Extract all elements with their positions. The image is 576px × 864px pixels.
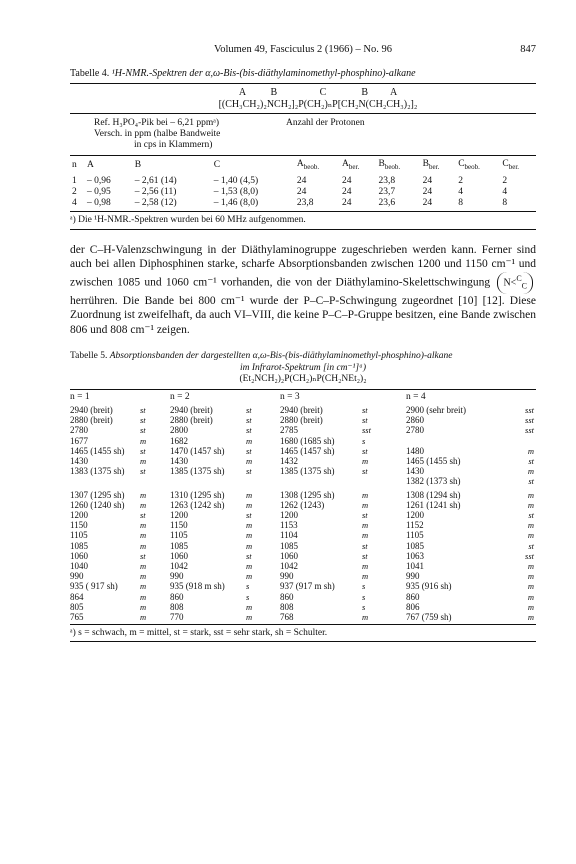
intensity-cell: m [140,571,147,582]
wavenumber-cell: 2860 [406,415,424,426]
table-cell: 4 [458,186,463,197]
table-cell: 4 [72,197,77,208]
intensity-cell: m [140,591,147,602]
intensity-cell: sst [525,550,534,561]
intensity-cell [362,476,406,486]
intensity-cell: m [246,435,253,446]
wavenumber-cell: 2800 [170,425,188,436]
wavenumber-cell: 1060 [170,550,188,561]
intensity-cell: m [140,455,147,466]
body-text-2: herrühren. Die Bande bei 800 cm⁻¹ wurde der P–C–P-Schwingung zugeordnet [10] [12]. Diese Zuordnung ist zweifelhaft, da auch VI–VIII, die keine P–C–P-Gruppe besitzen, eine Bande zwischen 806 und 808 cm⁻¹ zeigen. [70,294,536,336]
table-cell: 24 [422,186,433,197]
table-cell: 24 [422,175,433,186]
table4-end-rule [70,229,536,230]
intensity-cell: s [362,591,366,602]
intensity-cell: m [140,560,147,571]
intensity-cell: m [140,540,147,551]
intensity-cell: st [528,476,534,487]
table4-header-cell: $C_{beob.}$ [458,159,480,171]
table4-bottom-rule [70,211,536,212]
intensity-cell: m [140,499,147,510]
wavenumber-cell: 864 [70,591,84,602]
table5-column-headers [70,390,536,405]
wavenumber-cell: 1308 (1295 sh) [280,489,335,500]
body-text-1: der C–H-Valenzschwingung in der Diäthylaminogruppe zugeschrieben werden kann. Ferner sind auch bei allen Diphosphinen starke, scharfe Absorptionsbanden zwischen 1200 und 1150 cm⁻¹ und zwischen 1085 und 1060 cm⁻¹ vorhanden, die von der Diäthylamino-Skelettschwingung [70,243,536,289]
intensity-cell: m [362,489,369,500]
table5-subtitle: im Infrarot-Spektrum [in cm⁻¹]ᵃ) [239,362,367,373]
wavenumber-cell: 2785 [280,425,298,436]
intensity-cell [246,476,280,486]
intensity-cell: m [246,601,253,612]
table-cell: 4 [502,186,508,197]
intensity-cell: m [140,611,147,622]
table-cell: – 2,61 (14) [134,175,177,186]
table-cell: – 2,58 (12) [134,197,177,208]
intensity-cell: st [362,415,368,426]
wavenumber-cell: 1430 [170,455,188,466]
intensity-cell: m [527,445,534,456]
intensity-cell: m [140,435,147,446]
wavenumber-cell: 806 [406,601,420,612]
wavenumber-cell: 1260 (1240 sh) [70,499,125,510]
wavenumber-cell: 1430 [406,466,424,477]
table4-formula-rule [70,113,536,114]
wavenumber-cell: 1430 [70,455,88,466]
intensity-cell: m [140,520,147,531]
intensity-cell: st [246,550,252,561]
intensity-cell: m [362,611,369,622]
table5-caption [70,351,536,386]
table-cell: – 1,53 (8,0) [213,186,259,197]
table5-bottom-rule [70,624,536,625]
wavenumber-cell: 935 (916 sh) [406,581,452,592]
intensity-cell: st [246,466,252,477]
wavenumber-cell: 1432 [280,455,298,466]
table4-header-cell: C [213,160,221,171]
wavenumber-cell: 1085 [70,540,88,551]
table5-header-cell: n = 3 [280,391,300,402]
wavenumber-cell: 2900 (sehr breit) [406,404,466,415]
table-row [70,198,536,209]
table-row [70,176,536,187]
wavenumber-cell: 2880 (breit) [170,415,213,426]
table-cell: 8 [502,197,508,208]
table4-formula-structure: [(CH₃CH₂)₂NCH₂]₂P(CH₂)ₙP[CH₂N(CH₂CH₃)₂]₂ [218,99,418,110]
table-row [70,187,536,198]
table4-header-cell: B [134,160,142,171]
table4-protons-header: Anzahl der Protonen [286,118,365,128]
intensity-cell: m [527,466,534,477]
table4-formula [70,87,536,111]
wavenumber-cell: 2880 (breit) [280,415,323,426]
wavenumber-cell: 860 [406,591,420,602]
table-row [70,561,536,571]
table-cell: – 1,40 (4,5) [213,175,259,186]
intensity-cell: m [362,455,369,466]
table-cell: 2 [72,186,77,197]
table-cell: – 1,46 (8,0) [213,197,259,208]
wavenumber-cell: 1104 [280,530,298,541]
intensity-cell: m [246,540,253,551]
table-row [70,551,536,561]
table4-top-rule [70,83,536,84]
intensity-cell: m [246,520,253,531]
intensity-cell: st [362,509,368,520]
table-cell: 24 [342,186,352,197]
wavenumber-cell: 2780 [406,425,424,436]
table-cell: – 0,96 [87,175,111,186]
intensity-cell: m [140,581,147,592]
table4-column-headers [70,156,536,176]
intensity-cell: st [528,455,534,466]
table4-header-cell: $B_{ber.}$ [422,159,440,171]
wavenumber-cell: 1105 [70,530,88,541]
wavenumber-cell [170,476,246,486]
intensity-cell: m [527,499,534,510]
intensity-cell: m [527,489,534,500]
intensity-cell: st [362,404,368,415]
table4-header-cell: $A_{ber.}$ [342,159,360,171]
table-row [70,405,536,415]
intensity-cell: st [528,540,534,551]
intensity-cell: s [246,581,250,592]
journal-reference: Volumen 49, Fasciculus 2 (1966) – No. 96 [213,44,392,55]
intensity-cell: m [362,530,369,541]
wavenumber-cell: 1682 [170,435,188,446]
wavenumber-cell [280,476,362,486]
intensity-cell: m [362,560,369,571]
table-cell: 23,8 [296,197,314,208]
intensity-cell: m [527,591,534,602]
wavenumber-cell: 808 [170,601,184,612]
wavenumber-cell: 1261 (1241 sh) [406,499,461,510]
intensity-cell: st [140,509,146,520]
wavenumber-cell: 2940 (breit) [280,404,323,415]
table-cell: 1 [72,175,77,186]
wavenumber-cell: 1680 (1685 sh) [280,435,335,446]
wavenumber-cell: 1105 [170,530,188,541]
table-cell: – 0,98 [87,197,111,208]
table-cell: 24 [422,197,433,208]
intensity-cell: st [246,415,252,426]
intensity-cell: st [140,425,146,436]
table4-reference-block [94,118,536,151]
intensity-cell: st [140,415,146,426]
wavenumber-cell: 1200 [406,509,424,520]
intensity-cell: m [527,611,534,622]
wavenumber-cell: 1040 [70,560,88,571]
wavenumber-cell: 990 [170,571,184,582]
wavenumber-cell: 1060 [70,550,88,561]
table-row [70,456,536,466]
wavenumber-cell: 935 ( 917 sh) [70,581,118,592]
wavenumber-cell: 1150 [70,520,88,531]
intensity-cell: m [246,489,253,500]
wavenumber-cell: 1042 [170,560,188,571]
table-row [70,592,536,602]
document-page [70,44,536,642]
wavenumber-cell: 1200 [280,509,298,520]
wavenumber-cell: 1262 (1243) [280,499,325,510]
table-cell: 2 [458,175,463,186]
wavenumber-cell: 2940 (breit) [170,404,213,415]
intensity-cell: m [246,530,253,541]
table4-label: Tabelle 4. [70,68,112,79]
wavenumber-cell: 2780 [70,425,88,436]
table5-end-rule [70,641,536,642]
intensity-cell: m [362,571,369,582]
wavenumber-cell: 1310 (1295 sh) [170,489,225,500]
body-paragraph [70,243,536,337]
wavenumber-cell: 990 [280,571,294,582]
intensity-cell: m [246,560,253,571]
table-row [70,510,536,520]
wavenumber-cell [70,476,140,486]
table5-footnote: ᵃ) s = schwach, m = mittel, st = stark, sst = sehr stark, sh = Schulter. [70,628,328,639]
wavenumber-cell: 1105 [406,530,424,541]
intensity-cell: st [140,404,146,415]
table-row [70,602,536,612]
intensity-cell: s [362,601,366,612]
table4-ref-line1: Ref. H₃PO₄-Pik bei – 6,21 ppmᵃ) [94,118,220,128]
table4-title: ¹H-NMR.-Spektren der α,ω-Bis-(bis-diäthylaminomethyl-phosphino)-alkane [111,68,416,79]
intensity-cell: st [246,509,252,520]
wavenumber-cell: 2940 (breit) [70,404,113,415]
intensity-cell: st [246,425,252,436]
table-cell: 2 [502,175,508,186]
wavenumber-cell: 860 [280,591,294,602]
table-row [70,571,536,581]
wavenumber-cell: 1200 [170,509,188,520]
wavenumber-cell: 1677 [70,435,88,446]
wavenumber-cell: 768 [280,611,294,622]
wavenumber-cell: 937 (917 m sh) [280,581,335,592]
intensity-cell: st [140,550,146,561]
wavenumber-cell: 2880 (breit) [70,415,113,426]
table-cell: 24 [342,175,352,186]
wavenumber-cell: 1307 (1295 sh) [70,489,125,500]
intensity-cell: st [362,540,368,551]
intensity-cell: st [362,466,368,477]
intensity-cell: m [140,530,147,541]
intensity-cell: st [362,550,368,561]
table5-header-cell: n = 2 [170,391,190,402]
wavenumber-cell: 1465 (1457 sh) [280,445,335,456]
table-row [70,520,536,530]
wavenumber-cell: 808 [280,601,294,612]
table4-header-cell: A [87,160,94,171]
intensity-cell: m [246,611,253,622]
table-row [70,436,536,446]
table4-ref-line3: in cps in Klammern) [134,140,213,150]
wavenumber-cell: 1382 (1373 sh) [406,476,461,487]
intensity-cell: m [362,499,369,510]
wavenumber-cell: 1465 (1455 sh) [406,455,461,466]
table-cell: 8 [458,197,463,208]
table-row [70,487,536,500]
intensity-cell: st [246,445,252,456]
intensity-cell: sst [525,425,534,436]
wavenumber-cell: 765 [70,611,84,622]
table-cell: 24 [342,197,352,208]
intensity-cell: sst [362,425,371,436]
intensity-cell: m [140,601,147,612]
wavenumber-cell: 1308 (1294 sh) [406,489,461,500]
wavenumber-cell: 1385 (1375 sh) [280,466,335,477]
wavenumber-cell: 1152 [406,520,424,531]
intensity-cell: s [362,581,366,592]
diethylamino-skeleton-symbol: N<$^C_C$ [497,272,533,294]
wavenumber-cell: 860 [170,591,184,602]
table-row [70,581,536,591]
table5-title: Absorptionsbanden der dargestellten α,ω-Bis-(bis-diäthylaminomethyl-phosphino)-alkane [109,351,453,362]
intensity-cell: st [246,404,252,415]
wavenumber-cell: 1480 [406,445,424,456]
intensity-cell: m [527,581,534,592]
intensity-cell: sst [525,404,534,415]
table4-formula-letters: A B C B A [238,87,398,98]
wavenumber-cell: 1263 (1242 sh) [170,499,225,510]
intensity-cell: st [140,445,146,456]
wavenumber-cell: 935 (918 m sh) [170,581,225,592]
wavenumber-cell: 767 (759 sh) [406,611,452,622]
intensity-cell [140,476,170,486]
table-row [70,425,536,435]
table-row [70,466,536,476]
table-cell: – 0,95 [87,186,111,197]
wavenumber-cell: 1200 [70,509,88,520]
table-row [70,415,536,425]
table4-header-cell: n [72,160,77,171]
intensity-cell: st [362,445,368,456]
wavenumber-cell: 990 [406,571,420,582]
table4-header-cell: $B_{beob.}$ [378,159,401,171]
intensity-cell: m [527,560,534,571]
wavenumber-cell: 1153 [280,520,298,531]
intensity-cell: m [246,571,253,582]
intensity-cell: st [140,466,146,477]
intensity-cell: m [362,520,369,531]
table4-caption [70,68,536,80]
wavenumber-cell: 1041 [406,560,424,571]
intensity-cell: m [246,455,253,466]
wavenumber-cell: 805 [70,601,84,612]
intensity-cell: m [527,601,534,612]
table4-header-cell: $C_{ber.}$ [502,159,520,171]
table4-footnote: ᵃ) Die ¹H-NMR.-Spektren wurden bei 60 MHz aufgenommen. [70,214,306,225]
intensity-cell: m [527,571,534,582]
wavenumber-cell: 1085 [170,540,188,551]
intensity-cell: st [528,509,534,520]
intensity-cell: sst [525,415,534,426]
table-row [70,612,536,622]
wavenumber-cell: 1150 [170,520,188,531]
table4-nmr-data [70,156,536,209]
wavenumber-cell: 1063 [406,550,424,561]
wavenumber-cell: 990 [70,571,84,582]
table-cell: – 2,56 (11) [134,186,177,197]
wavenumber-cell: 1465 (1455 sh) [70,445,125,456]
table5-ir-data [70,390,536,622]
wavenumber-cell [406,436,502,446]
table-row [70,541,536,551]
wavenumber-cell: 1385 (1375 sh) [170,466,225,477]
table5-label: Tabelle 5. [70,351,110,362]
wavenumber-cell: 770 [170,611,184,622]
table-row [70,530,536,540]
table5-header-cell: n = 4 [406,391,426,402]
table-cell: 23,7 [378,186,396,197]
table4-ref-line2: Versch. in ppm (halbe Bandweite [94,129,221,139]
table5-formula: (Et₂NCH₂)₂P(CH₂)ₙP(CH₂NEt₂)₂ [239,374,367,385]
table-row [70,446,536,456]
table-row [70,500,536,510]
wavenumber-cell: 1085 [280,540,298,551]
wavenumber-cell: 1042 [280,560,298,571]
table4-header-cell: $A_{beob.}$ [296,159,320,171]
wavenumber-cell: 1060 [280,550,298,561]
page-number: 847 [520,44,536,55]
intensity-cell: s [362,435,366,446]
intensity-cell: m [140,489,147,500]
table-cell: 23,8 [378,175,396,186]
table-cell: 23,6 [378,197,396,208]
running-head [70,44,536,58]
intensity-cell: m [527,530,534,541]
wavenumber-cell: 1470 (1457 sh) [170,445,225,456]
intensity-cell: s [246,591,250,602]
intensity-cell [502,436,536,446]
table-row [70,476,536,486]
intensity-cell: m [527,520,534,531]
wavenumber-cell: 1383 (1375 sh) [70,466,125,477]
wavenumber-cell: 1085 [406,540,424,551]
table-cell: 24 [296,186,307,197]
table-cell: 24 [296,175,307,186]
table5-header-cell: n = 1 [70,391,90,402]
intensity-cell: m [246,499,253,510]
